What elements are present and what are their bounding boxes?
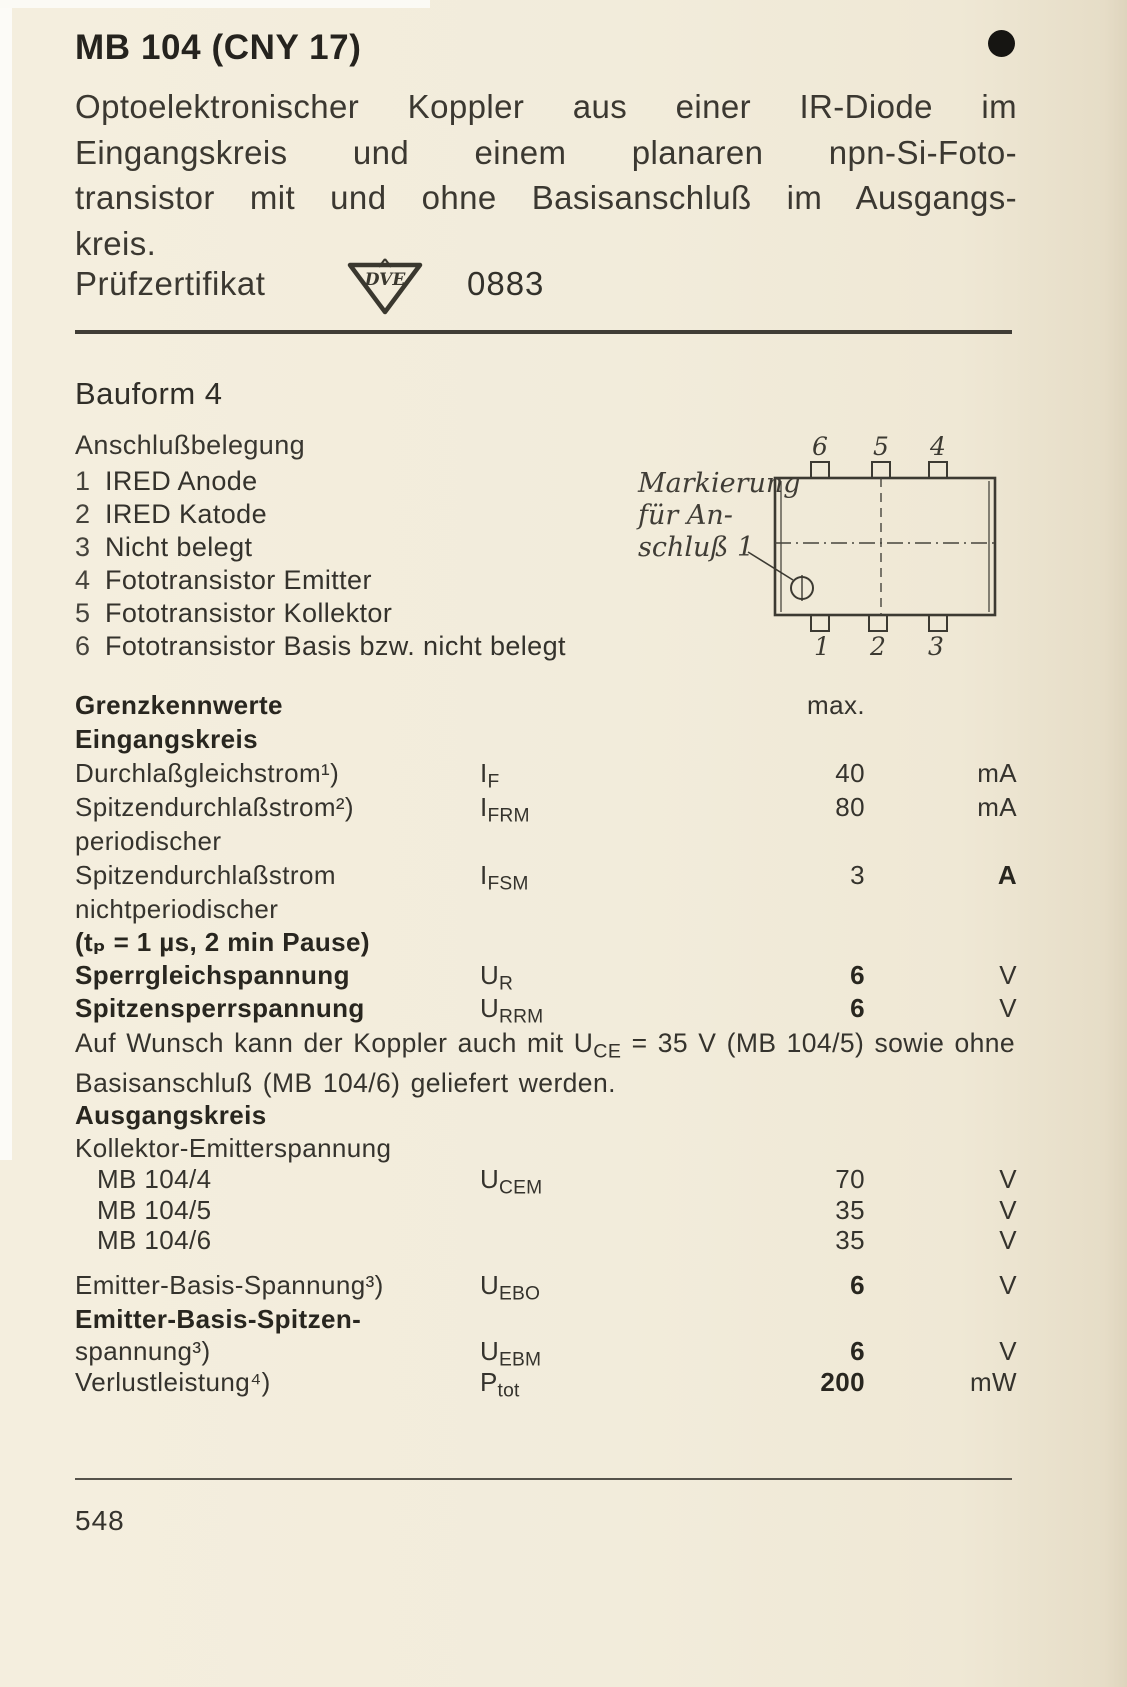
pin-number: 3 — [75, 532, 91, 562]
row-value: 80 — [835, 792, 865, 822]
symbol-base: P — [480, 1367, 498, 1397]
vde-logo-icon — [343, 255, 427, 324]
row-label: MB 104/6 — [97, 1225, 212, 1255]
row-unit: mW — [970, 1367, 1017, 1397]
marking-label — [638, 468, 801, 564]
intro-line: kreis. — [75, 224, 157, 262]
divider-top — [75, 330, 1012, 334]
pin-item — [75, 598, 566, 631]
row-label: Spitzendurchlaßstrom²) — [75, 792, 354, 822]
pin-item — [75, 532, 566, 565]
row-label: MB 104/4 — [97, 1164, 212, 1194]
certification-row — [75, 255, 1017, 319]
row-label: Spitzensperrspannung — [75, 993, 365, 1023]
table-row — [75, 1304, 1017, 1338]
cert-label: Prüfzertifikat — [75, 265, 266, 302]
table-group-label — [75, 1133, 1017, 1167]
note-line1-sub: CE — [593, 1040, 622, 1063]
intro-paragraph — [75, 84, 1017, 266]
table-row — [75, 1367, 1017, 1401]
row-label-line3: (tₚ = 1 µs, 2 min Pause) — [75, 927, 370, 957]
row-value: 6 — [850, 1270, 865, 1300]
row-value: 200 — [820, 1367, 865, 1397]
row-label: Verlustleistung⁴) — [75, 1367, 271, 1397]
symbol-base: I — [480, 758, 488, 788]
row-symbol — [480, 758, 499, 793]
divider-bottom — [75, 1478, 1012, 1480]
row-label: Spitzendurchlaßstrom — [75, 860, 336, 890]
pin-label: IRED Katode — [105, 499, 267, 529]
symbol-base: U — [480, 993, 499, 1023]
row-symbol — [480, 960, 513, 995]
note-text — [75, 1068, 1017, 1102]
bottom-pin-number: 3 — [928, 632, 944, 660]
symbol-sub: tot — [497, 1380, 520, 1402]
section-heading-bauform: Bauform 4 — [75, 376, 223, 411]
intro-line: Optoelektronischer Koppler aus einer IR-Diode im — [75, 88, 1017, 125]
symbol-base: I — [480, 860, 488, 890]
row-symbol — [480, 860, 529, 895]
table-row-continuation — [75, 826, 1017, 860]
limits-heading: Grenzkennwerte — [75, 690, 283, 720]
pin-number: 6 — [75, 631, 91, 661]
pin-assignment-heading: Anschlußbelegung — [75, 430, 306, 460]
table-row — [75, 758, 1017, 792]
table-row — [75, 1195, 1017, 1229]
table-row-continuation — [75, 927, 1017, 961]
row-label: Emitter-Basis-Spitzen- — [75, 1304, 362, 1334]
table-row — [75, 860, 1017, 894]
row-value: 35 — [835, 1195, 865, 1225]
symbol-sub: R — [498, 973, 514, 995]
table-row — [75, 1164, 1017, 1198]
row-unit: V — [999, 1225, 1017, 1255]
output-heading-label: Ausgangskreis — [75, 1100, 267, 1130]
marking-label-line: für An- — [638, 500, 733, 531]
table-row-continuation — [75, 1336, 1017, 1370]
page-number: 548 — [75, 1505, 125, 1536]
table-header-row — [75, 690, 1017, 724]
row-symbol — [480, 1270, 540, 1305]
row-symbol — [480, 993, 543, 1028]
row-unit: V — [999, 993, 1017, 1023]
pin-item — [75, 565, 566, 598]
pin-number: 5 — [75, 598, 91, 628]
note-text — [75, 1028, 1017, 1062]
top-pin-number: 4 — [930, 432, 946, 461]
cert-number: 0883 — [467, 265, 545, 302]
pin-label: Fototransistor Basis bzw. nicht belegt — [105, 631, 566, 661]
symbol-sub: FRM — [487, 805, 530, 827]
row-unit: A — [997, 860, 1017, 890]
row-value: 70 — [835, 1164, 865, 1194]
note-line2: Basisanschluß (MB 104/6) geliefert werden. — [75, 1068, 616, 1098]
pin-list — [75, 466, 566, 664]
table-row — [75, 1270, 1017, 1304]
symbol-base: U — [480, 1164, 499, 1194]
row-unit: mA — [977, 792, 1017, 822]
marking-label-line: schluß 1 — [638, 532, 755, 563]
row-value: 40 — [835, 758, 865, 788]
section-heading-input — [75, 724, 1017, 758]
symbol-sub: F — [487, 771, 500, 793]
pin-label: Fototransistor Kollektor — [105, 598, 393, 628]
row-symbol — [480, 792, 530, 827]
bottom-pin-number: 2 — [870, 632, 886, 660]
row-label: MB 104/5 — [97, 1195, 212, 1225]
row-value: 35 — [835, 1225, 865, 1255]
pin-label: Fototransistor Emitter — [105, 565, 372, 595]
pin-number: 4 — [75, 565, 91, 595]
row-value: 6 — [850, 1336, 865, 1366]
row-unit: V — [999, 1164, 1017, 1194]
row-unit: V — [999, 1195, 1017, 1225]
row-symbol — [480, 1367, 520, 1402]
symbol-sub: EBM — [498, 1349, 542, 1371]
symbol-sub: RRM — [498, 1006, 544, 1028]
pin-item — [75, 466, 566, 499]
intro-line: Eingangskreis und einem planaren npn-Si-Foto- — [75, 133, 1017, 171]
table-row — [75, 792, 1017, 826]
row-unit: V — [999, 1336, 1017, 1366]
top-pin-number: 5 — [873, 432, 889, 461]
vde-letters: DVE — [364, 270, 406, 290]
scan-artifact — [0, 0, 12, 1160]
table-row — [75, 960, 1017, 994]
pin-label: Nicht belegt — [105, 532, 253, 562]
note-line1-post: = 35 V (MB 104/5) sowie ohne — [621, 1028, 1016, 1058]
symbol-sub: FSM — [487, 873, 529, 895]
bottom-pin-number: 1 — [814, 632, 830, 660]
symbol-base: U — [480, 1270, 499, 1300]
symbol-base: I — [480, 792, 488, 822]
limits-table — [75, 690, 1017, 1415]
black-dot-marker-icon — [988, 30, 1015, 57]
scan-artifact — [0, 0, 430, 8]
row-label: Sperrgleichspannung — [75, 960, 350, 990]
row-value: 3 — [850, 860, 865, 890]
top-pin-number: 6 — [812, 432, 828, 461]
pin-number: 1 — [75, 466, 91, 496]
pin-item — [75, 631, 566, 664]
row-value: 6 — [850, 993, 865, 1023]
input-heading-label: Eingangskreis — [75, 724, 258, 754]
pin-item — [75, 499, 566, 532]
symbol-base: U — [480, 960, 499, 990]
table-row — [75, 993, 1017, 1027]
row-unit: V — [999, 960, 1017, 990]
symbol-sub: EBO — [498, 1283, 541, 1305]
symbol-sub: CEM — [498, 1177, 543, 1199]
page-title: MB 104 (CNY 17) — [75, 28, 362, 67]
row-unit: mA — [977, 758, 1017, 788]
row-value: 6 — [850, 960, 865, 990]
row-label-line2: nichtperiodischer — [75, 894, 279, 924]
pin-number: 2 — [75, 499, 91, 529]
group-label: Kollektor-Emitterspannung — [75, 1133, 392, 1163]
row-label: Durchlaßgleichstrom¹) — [75, 758, 340, 788]
intro-line: transistor mit und ohne Basisanschluß im Ausgangs- — [75, 179, 1017, 216]
section-heading-output — [75, 1100, 1017, 1134]
note-line1-pre: Auf Wunsch kann der Koppler auch mit U — [75, 1028, 594, 1058]
pin-label: IRED Anode — [105, 466, 258, 496]
row-unit: V — [999, 1270, 1017, 1300]
row-label-line2: periodischer — [75, 826, 222, 856]
max-column-header: max. — [807, 690, 865, 720]
row-label: Emitter-Basis-Spannung³) — [75, 1270, 384, 1300]
marking-label-line: Markierung — [638, 468, 801, 499]
table-row — [75, 1225, 1017, 1259]
table-row-continuation — [75, 894, 1017, 928]
row-label-line2: spannung³) — [75, 1336, 211, 1366]
symbol-base: U — [480, 1336, 499, 1366]
